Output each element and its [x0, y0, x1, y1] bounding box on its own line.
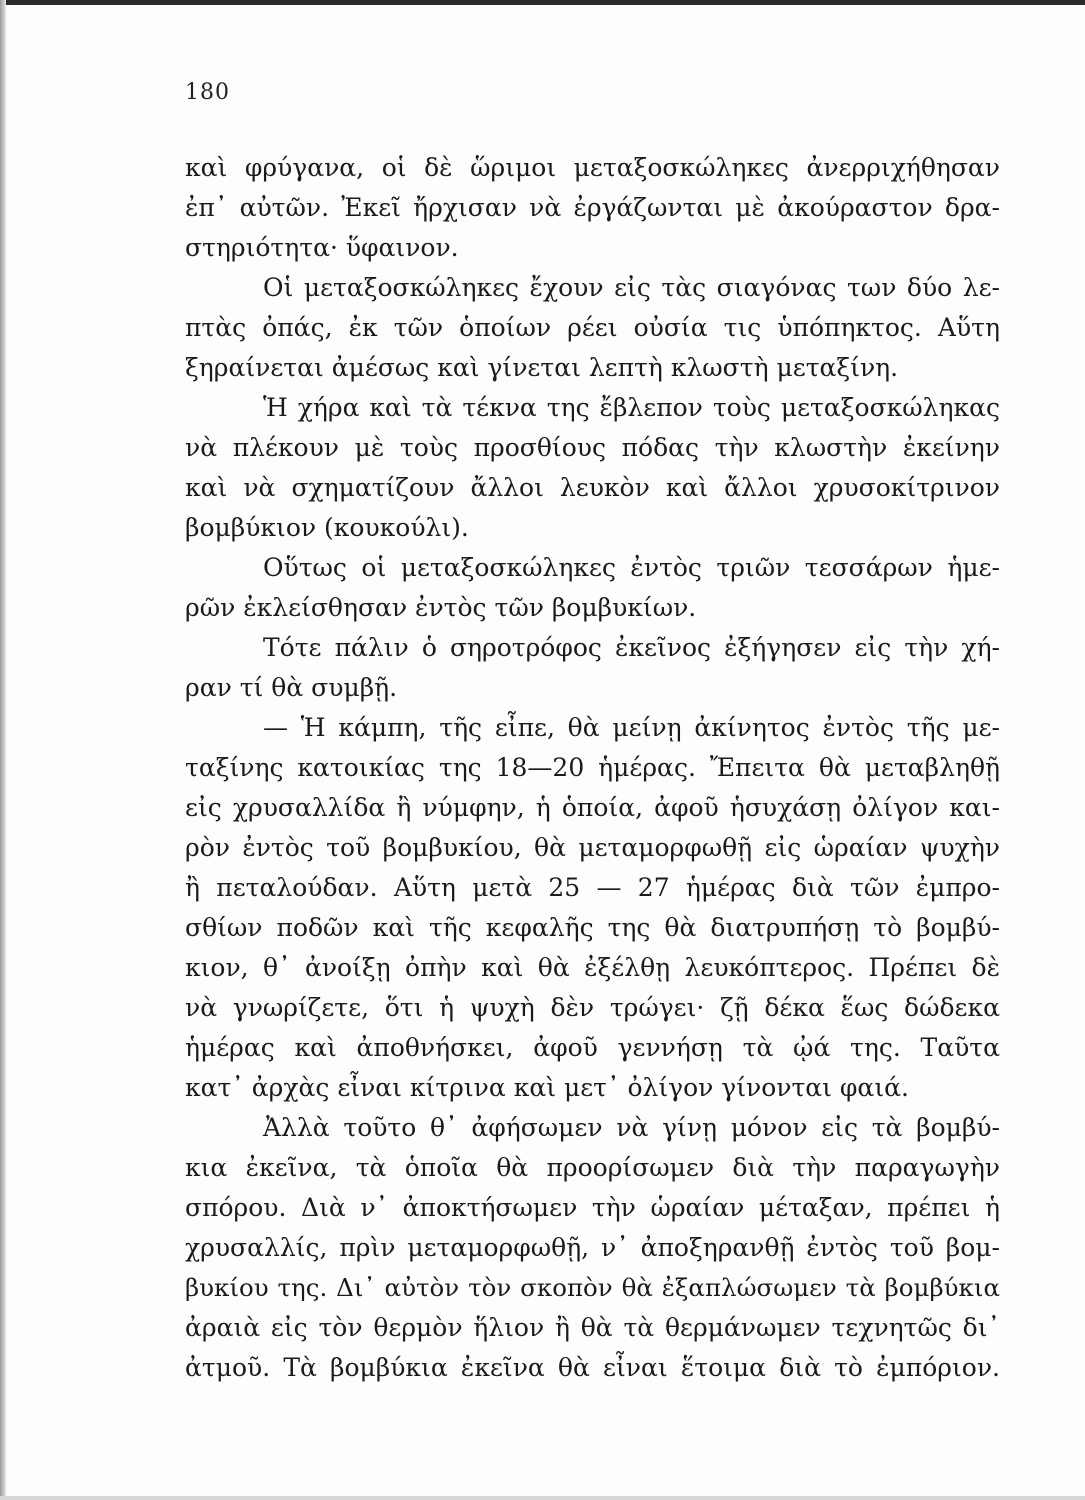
text-line: σπόρου. Διὰ ν᾽ ἀποκτήσωμεν τὴν ὡραίαν μέταξαν, πρέπει ἡ: [185, 1193, 1000, 1222]
text-line: βομβύκιον (κουκούλι).: [185, 513, 469, 542]
paragraph-start-line: — Ἡ κάμπη, τῆς εἶπε, θὰ μείνῃ ἀκίνητος ἐντὸς τῆς με-: [263, 713, 1000, 742]
text-line: στηριότητα· ὕφαινον.: [185, 233, 459, 262]
text-line: χρυσαλλίς, πρὶν μεταμορφωθῇ, ν᾽ ἀποξηρανθῇ ἐντὸς τοῦ βομ-: [185, 1233, 1000, 1262]
text-line: εἰς χρυσαλλίδα ἢ νύμφην, ἡ ὁποία, ἀφοῦ ἡσυχάσῃ ὀλίγον και-: [185, 793, 1000, 822]
text-line: ἐπ᾽ αὐτῶν. Ἐκεῖ ἤρχισαν νὰ ἐργάζωνται μὲ ἀκούραστον δρα-: [185, 193, 1000, 222]
text-line: ρὸν ἐντὸς τοῦ βομβυκίου, θὰ μεταμορφωθῇ εἰς ὡραίαν ψυχὴν: [185, 833, 1000, 862]
text-line: ραν τί θὰ συμβῇ.: [185, 673, 398, 702]
text-line: νὰ πλέκουν μὲ τοὺς προσθίους πόδας τὴν κλωστὴν ἐκείνην: [185, 433, 1000, 462]
text-line: ταξίνης κατοικίας της 18—20 ἡμέρας. Ἔπειτα θὰ μεταβληθῇ: [185, 753, 1000, 782]
paragraph-start-line: Ἡ χήρα καὶ τὰ τέκνα της ἔβλεπον τοὺς μεταξοσκώληκας: [263, 393, 1000, 422]
text-line: πτὰς ὀπάς, ἐκ τῶν ὁποίων ρέει οὐσία τις ὑπόπηκτος. Αὕτη: [185, 313, 1000, 342]
scan-top-border: [0, 0, 1085, 5]
text-line: σθίων ποδῶν καὶ τῆς κεφαλῆς της θὰ διατρυπήσῃ τὸ βομβύ-: [185, 913, 1000, 942]
text-line: ἢ πεταλούδαν. Αὕτη μετὰ 25 — 27 ἡμέρας διὰ τῶν ἐμπρο-: [185, 873, 1000, 902]
text-line: βυκίου της. Δι᾽ αὐτὸν τὸν σκοπὸν θὰ ἐξαπλώσωμεν τὰ βομβύκια: [185, 1273, 1000, 1302]
text-line: ρῶν ἐκλείσθησαν ἐντὸς τῶν βομβυκίων.: [185, 593, 697, 622]
body-text: [185, 148, 1000, 1388]
page-gutter-shadow: [0, 0, 6, 1500]
paragraph-start-line: Οἱ μεταξοσκώληκες ἔχουν εἰς τὰς σιαγόνας των δύο λε-: [263, 273, 1000, 302]
text-line: κιον, θ᾽ ἀνοίξῃ ὀπὴν καὶ θὰ ἐξέλθῃ λευκόπτερος. Πρέπει δὲ: [185, 953, 1000, 982]
paragraph-start-line: Ἀλλὰ τοῦτο θ᾽ ἀφήσωμεν νὰ γίνῃ μόνον εἰς τὰ βομβύ-: [263, 1113, 1000, 1142]
paragraph-start-line: Οὕτως οἱ μεταξοσκώληκες ἐντὸς τριῶν τεσσάρων ἡμε-: [263, 553, 1000, 582]
text-line: ἀτμοῦ. Τὰ βομβύκια ἐκεῖνα θὰ εἶναι ἕτοιμα διὰ τὸ ἐμπόριον.: [185, 1353, 1000, 1382]
text-line: ξηραίνεται ἀμέσως καὶ γίνεται λεπτὴ κλωστὴ μεταξίνη.: [185, 353, 899, 382]
scan-bottom-border: [0, 1496, 1085, 1500]
text-line: καὶ φρύγανα, οἱ δὲ ὥριμοι μεταξοσκώληκες ἀνερριχήθησαν: [185, 153, 1000, 182]
text-line: καὶ νὰ σχηματίζουν ἄλλοι λευκὸν καὶ ἄλλοι χρυσοκίτρινον: [185, 473, 1000, 502]
text-line: κια ἐκεῖνα, τὰ ὁποῖα θὰ προορίσωμεν διὰ τὴν παραγωγὴν: [185, 1153, 1000, 1182]
paragraph-start-line: Τότε πάλιν ὁ σηροτρόφος ἐκεῖνος ἐξήγησεν εἰς τὴν χή-: [263, 633, 1000, 662]
text-line: ἡμέρας καὶ ἀποθνήσκει, ἀφοῦ γεννήσῃ τὰ ᾠά της. Ταῦτα: [185, 1033, 1000, 1062]
text-line: ἀραιὰ εἰς τὸν θερμὸν ἥλιον ἢ θὰ τὰ θερμάνωμεν τεχνητῶς δι᾽: [185, 1313, 1000, 1342]
text-line: κατ᾽ ἀρχὰς εἶναι κίτρινα καὶ μετ᾽ ὀλίγον γίνονται φαιά.: [185, 1073, 909, 1102]
page-number: 180: [185, 80, 230, 105]
text-line: νὰ γνωρίζετε, ὅτι ἡ ψυχὴ δὲν τρώγει· ζῇ δέκα ἕως δώδεκα: [185, 993, 1000, 1022]
